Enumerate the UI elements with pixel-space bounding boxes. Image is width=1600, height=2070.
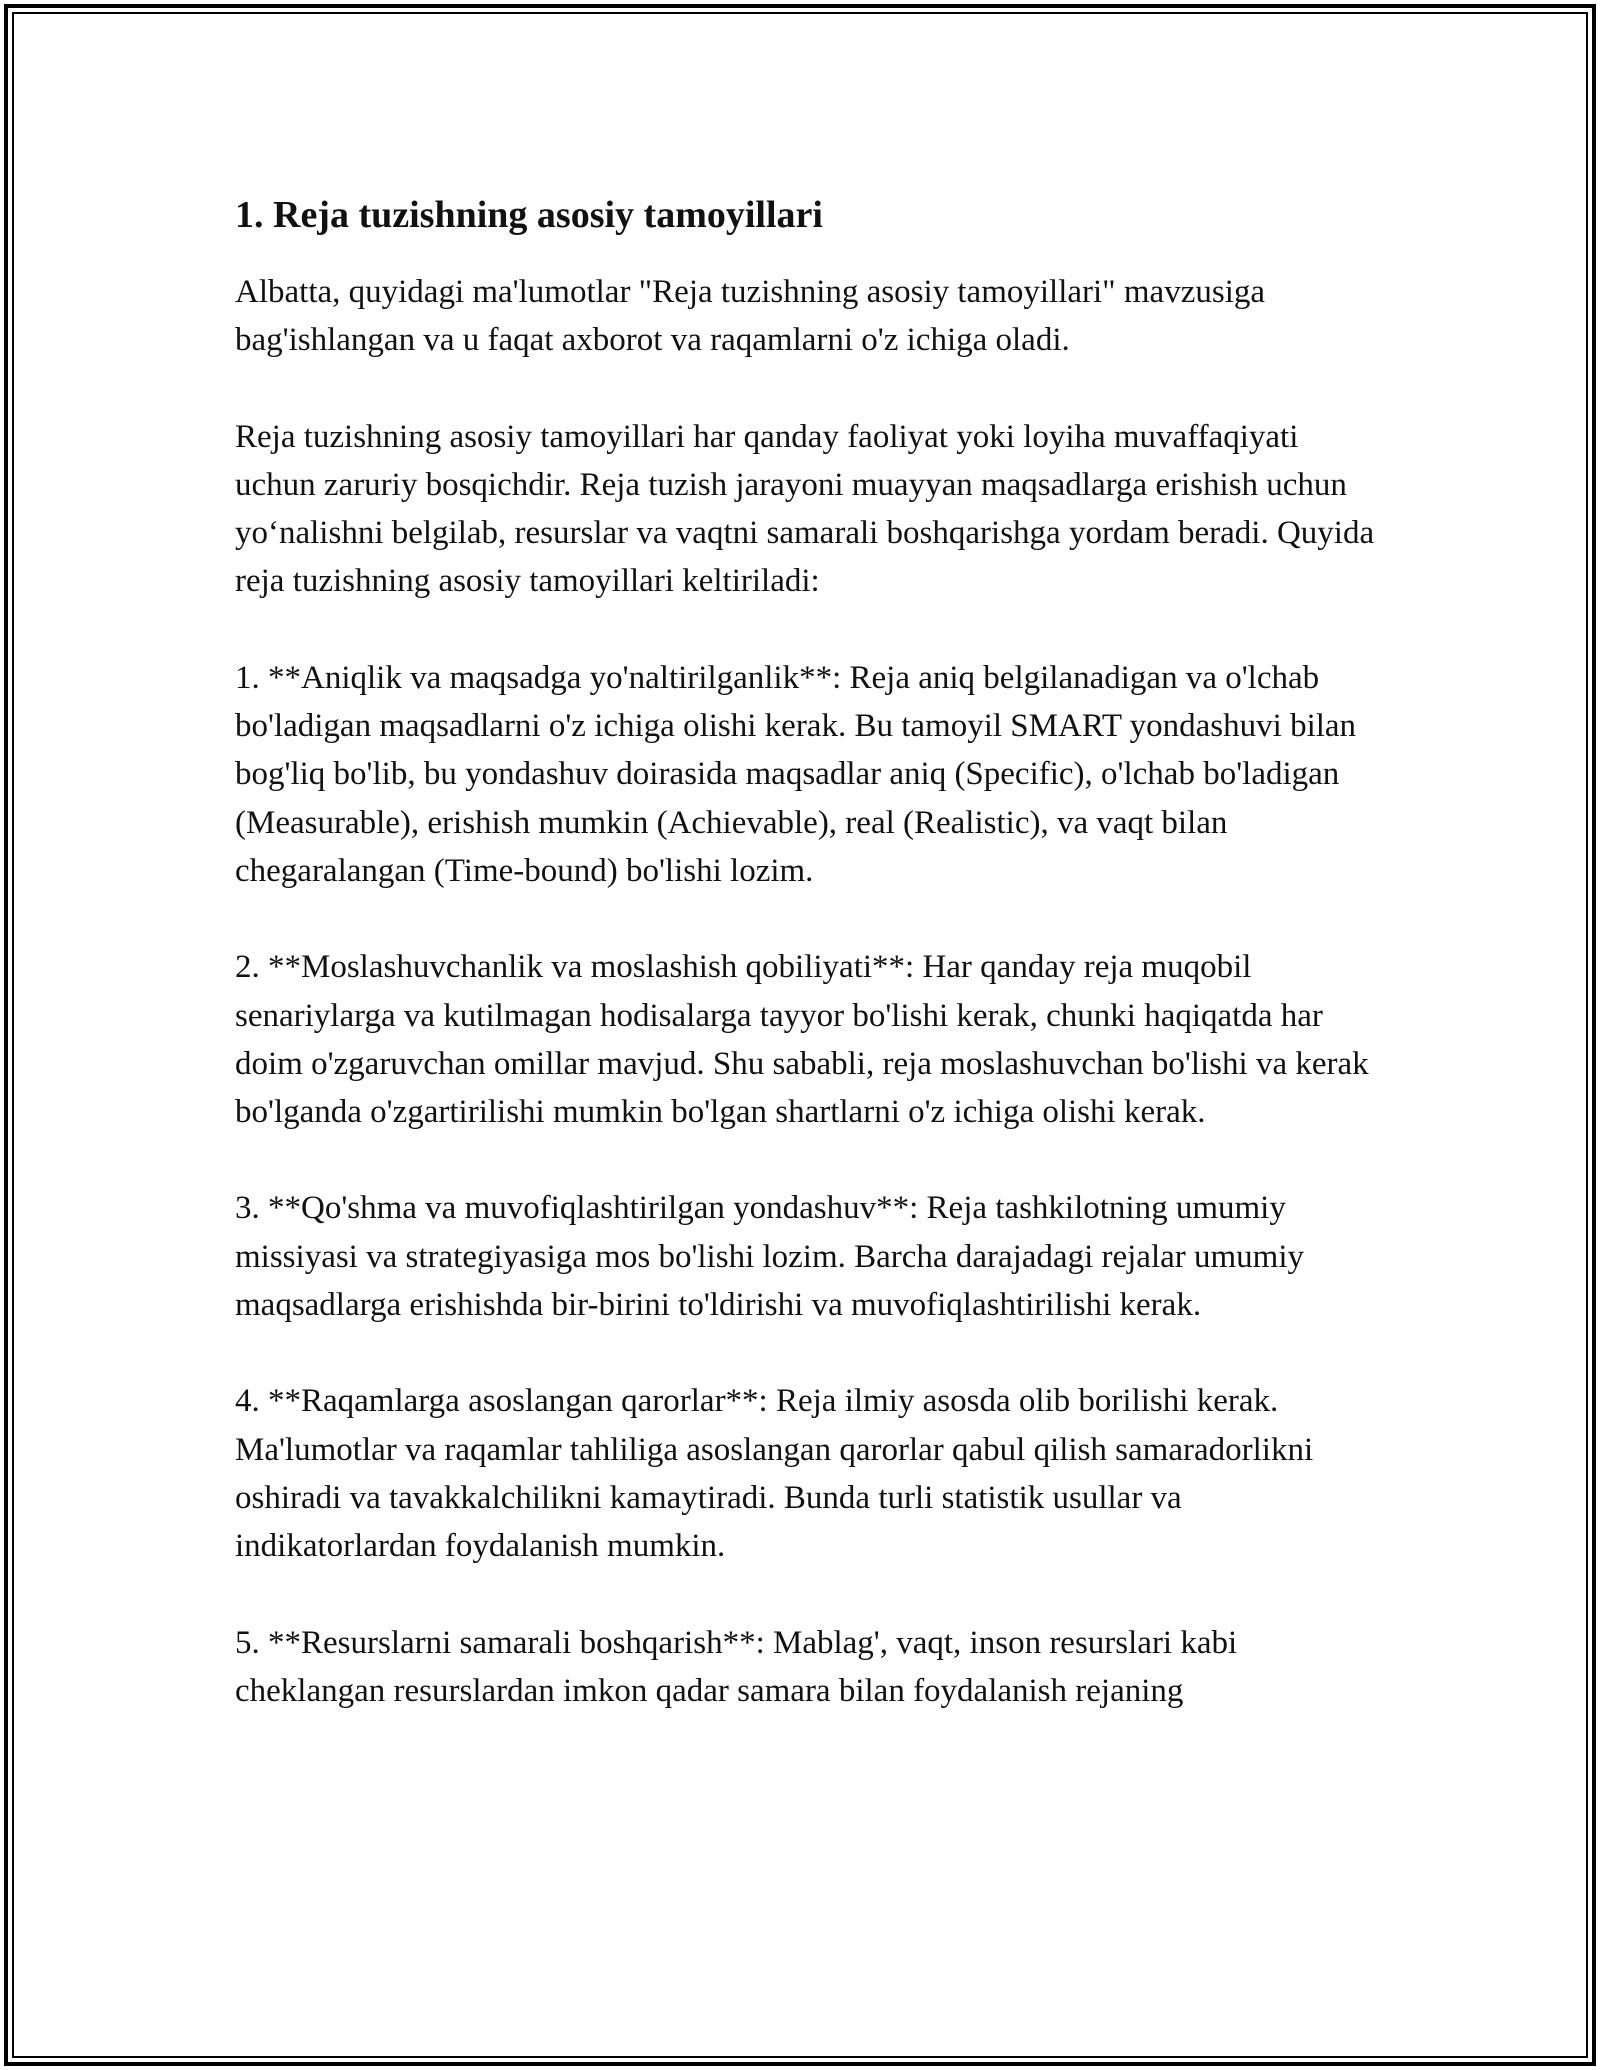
principle-1-paragraph: 1. **Aniqlik va maqsadga yo'naltirilganlik**: Reja aniq belgilanadigan va o'lchab bo'ladigan maqsadlarni o'z ichiga olishi kerak. Bu tamoyil SMART yondashuvi bilan bog'liq bo'lib, bu yondashuv doirasida maqsadlar aniq (Specific), o'lchab bo'ladigan (Measurable), erishish mumkin (Achievable), real (Realistic), va vaqt bilan chegaralangan (Time-bound) bo'lishi lozim. [235, 659, 1357, 889]
overview-paragraph: Reja tuzishning asosiy tamoyillari har qanday faoliyat yoki loyiha muvaffaqiyati uchun zaruriy bosqichdir. Reja tuzish jarayoni muayyan maqsadlarga erishish uchun yo‘nalishni belgilab, resurslar va vaqtni samarali boshqarishga yordam beradi. Quyida reja tuzishning asosiy tamoyillari keltiriladi: [235, 418, 1375, 600]
principle-4-paragraph: 4. **Raqamlarga asoslangan qarorlar**: Reja ilmiy asosda olib borilishi kerak. Ma'lumotlar va raqamlar tahliliga asoslangan qarorlar qabul qilish samaradorlikni oshiradi va tavakkalchilikni kamaytiradi. Bunda turli statistik usullar va indikatorlardan foydalanish mumkin. [235, 1383, 1314, 1565]
principle-5-paragraph: 5. **Resurslarni samarali boshqarish**: Mablag', vaqt, inson resurslari kabi cheklangan resurslardan imkon qadar samara bilan foydalanish rejaning [235, 1624, 1238, 1709]
document-body [235, 188, 1385, 1715]
document-title: 1. Reja tuzishning asosiy tamoyillari [235, 194, 823, 236]
intro-paragraph: Albatta, quyidagi ma'lumotlar "Reja tuzishning asosiy tamoyillari" mavzusiga bag'ishlangan va u faqat axborot va raqamlarni o'z ichiga oladi. [235, 274, 1266, 359]
principle-3-paragraph: 3. **Qo'shma va muvofiqlashtirilgan yondashuv**: Reja tashkilotning umumiy missiyasi va strategiyasiga mos bo'lishi lozim. Barcha darajadagi rejalar umumiy maqsadlarga erishishda bir-birini to'ldirishi va muvofiqlashtirilishi kerak. [235, 1190, 1305, 1324]
principle-2-paragraph: 2. **Moslashuvchanlik va moslashish qobiliyati**: Har qanday reja muqobil senariylarga va kutilmagan hodisalarga tayyor bo'lishi kerak, chunki haqiqatda har doim o'zgaruvchan omillar mavjud. Shu sababli, reja moslashuvchan bo'lishi va kerak bo'lganda o'zgartirilishi mumkin bo'lgan shartlarni o'z ichiga olishi kerak. [235, 949, 1369, 1131]
